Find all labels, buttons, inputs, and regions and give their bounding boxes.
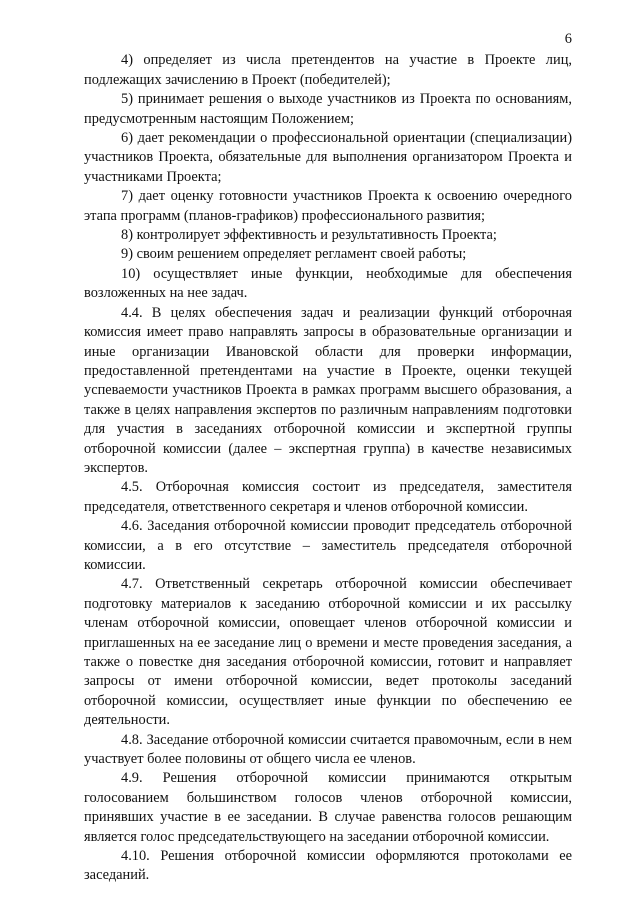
paragraph-item-8: 8) контролирует эффективность и результативность Проекта; xyxy=(121,227,497,244)
paragraph-4-4: 4.4. В целях обеспечения задач и реализации функций отборочная комиссия имеет право направлять запросы в образовательные организации и иные организации Ивановской области для проверки информации, предоставленной претендентами на участие в Проекте, оценки текущей успеваемости участников Проекта в рамках программ высшего образования, а также в целях направления экспертов по различным направлениям подготовки для участия в заседаниях отборочной комиссии и экспертной группы отборочной комиссии (далее – экспертная группа) в качестве независимых экспертов. xyxy=(84,304,572,476)
paragraph-item-4: 4) определяет из числа претендентов на участие в Проекте лиц, подлежащих зачислению в Проект (победителей); xyxy=(84,52,572,88)
paragraph-4-10: 4.10. Решения отборочной комиссии оформляются протоколами ее заседаний. xyxy=(84,848,572,884)
paragraph-4-9: 4.9. Решения отборочной комиссии принимаются открытым голосованием большинством голосов членов отборочной комиссии, принявших участие в ее заседании. В случае равенства голосов решающим является голос председательствующего на заседании отборочной комиссии. xyxy=(84,770,572,845)
paragraph-item-5: 5) принимает решения о выходе участников из Проекта по основаниям, предусмотренным настоящим Положением; xyxy=(84,91,572,127)
paragraph-item-7: 7) дает оценку готовности участников Проекта к освоению очередного этапа программ (планов-графиков) профессионального развития; xyxy=(84,188,572,224)
document-page xyxy=(84,30,572,886)
paragraph-4-6: 4.6. Заседания отборочной комиссии проводит председатель отборочной комиссии, а в его отсутствие – заместитель председателя отборочной комиссии. xyxy=(84,518,572,573)
paragraph-item-6: 6) дает рекомендации о профессиональной ориентации (специализации) участников Проекта, обязательные для выполнения организатором Проекта и участниками Проекта; xyxy=(84,130,572,185)
paragraph-4-7: 4.7. Ответственный секретарь отборочной комиссии обеспечивает подготовку материалов к заседанию отборочной комиссии и их рассылку членам отборочной комиссии, оповещает членов отборочной комиссии и приглашенных на ее заседание лиц о времени и месте проведения заседания, а также о повестке дня заседания отборочной комиссии, готовит и направляет запросы от имени отборочной комиссии, ведет протоколы заседаний отборочной комиссии, осуществляет иные функции по обеспечению ее деятельности. xyxy=(84,576,572,729)
page-number: 6 xyxy=(564,31,572,47)
paragraph-4-8: 4.8. Заседание отборочной комиссии считается правомочным, если в нем участвует более половины от общего числа ее членов. xyxy=(84,731,572,768)
paragraph-item-10: 10) осуществляет иные функции, необходимые для обеспечения возложенных на нее задач. xyxy=(84,265,572,302)
paragraph-item-9: 9) своим решением определяет регламент своей работы; xyxy=(121,246,467,263)
paragraph-4-5: 4.5. Отборочная комиссия состоит из председателя, заместителя председателя, ответственного секретаря и членов отборочной комиссии. xyxy=(84,479,572,515)
